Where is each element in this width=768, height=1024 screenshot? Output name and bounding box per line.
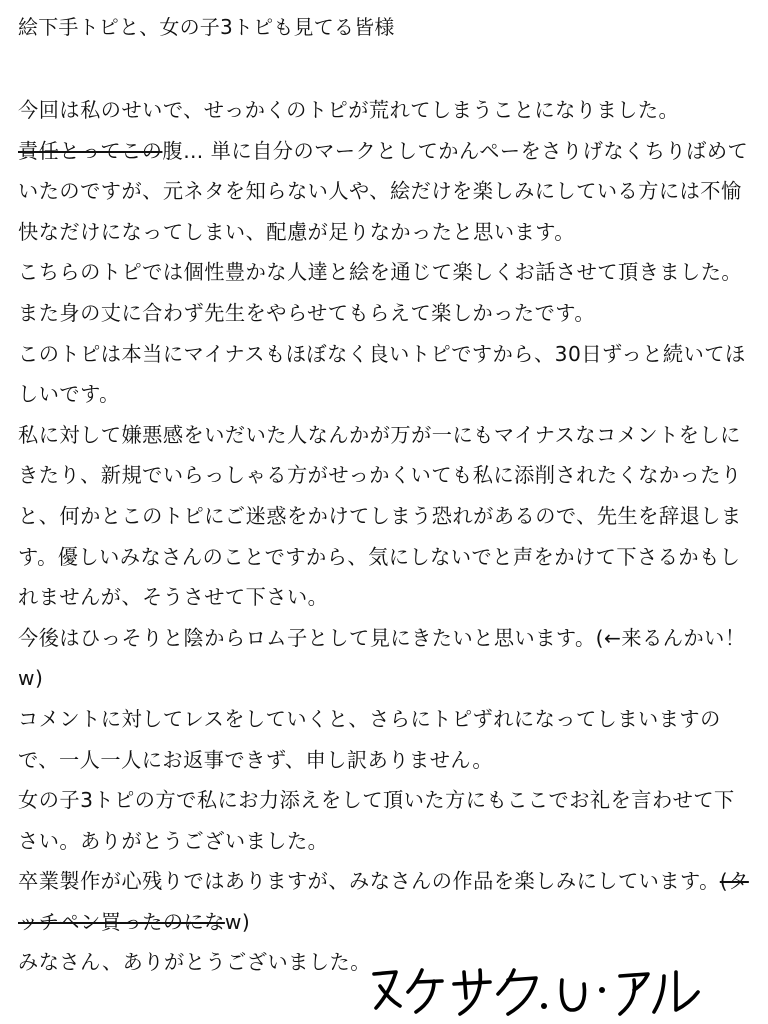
greeting-line: 絵下手トピと、女の子3トピも見てる皆様 bbox=[18, 15, 395, 39]
signature-dot bbox=[541, 1003, 547, 1009]
paragraph-text: 私に対して嫌悪感をいだいた人なんかが万が一にもマイナスなコメントをしにきたり、新規でいらっしゃる方がせっかくいても私に添削されたくなかったりと、何かとこのトピにご迷惑をかけてしまう恐れがあるので、先生を辞退します。優しいみなさんのことですから、気にしないでと声をかけて下さるかもしれませんが、そうさせて下さい。 bbox=[18, 422, 742, 610]
struck-text: (タッチペン買ったのにな bbox=[18, 869, 749, 934]
message-body bbox=[18, 90, 753, 983]
paragraph-text: 今後はひっそりと陰からロム子として見にきたいと思います。(←来るんかい！w) bbox=[18, 625, 746, 691]
message-paragraph bbox=[18, 90, 753, 131]
message-paragraph bbox=[18, 252, 753, 333]
message-paragraph bbox=[18, 131, 753, 253]
signature-drawing bbox=[330, 960, 730, 1024]
paragraph-text: こちらのトピでは個性豊かな人達と絵を通じて楽しくお話させて頂きました。また身の丈に合わず先生をやらせてもらえて楽しかったです。 bbox=[18, 260, 743, 325]
paragraph-text: 女の子3トピの方で私にお力添えをして頂いた方にもここでお礼を言わせて下さい。ありがとうございました。 bbox=[18, 788, 735, 853]
message-paragraph bbox=[18, 780, 753, 861]
struck-text: 責任とってこの bbox=[18, 138, 163, 163]
paragraph-text: みなさん、ありがとうございました。 bbox=[18, 950, 371, 975]
message-paragraph bbox=[18, 861, 753, 942]
paragraph-text: コメントに対してレスをしていくと、さらにトピずれになってしまいますので、一人一人にお返事できず、申し訳ありません。 bbox=[18, 706, 721, 772]
message-paragraph bbox=[18, 699, 753, 780]
signature-dot bbox=[599, 987, 605, 993]
handwritten-signature bbox=[330, 960, 730, 1024]
paragraph-text: w) bbox=[224, 909, 251, 934]
paragraph-text: このトピは本当にマイナスもほぼなく良いトピですから、30日ずっと続いてほしいです。 bbox=[18, 341, 746, 407]
paragraph-text: 今回は私のせいで、せっかくのトピが荒れてしまうことになりました。 bbox=[18, 98, 680, 122]
paragraph-text: 腹… 単に自分のマークとしてかんペーをさりげなくちりばめていたのですが、元ネタを知らない人や、絵だけを楽しみにしている方には不愉快なだけになってしまい、配慮が足りなかったと思います。 bbox=[18, 138, 749, 244]
message-paragraph bbox=[18, 618, 753, 699]
message-paragraph bbox=[18, 334, 753, 415]
message-paragraph bbox=[18, 415, 753, 618]
paragraph-text: 卒業製作が心残りではありますが、みなさんの作品を楽しみにしています。 bbox=[18, 869, 720, 894]
